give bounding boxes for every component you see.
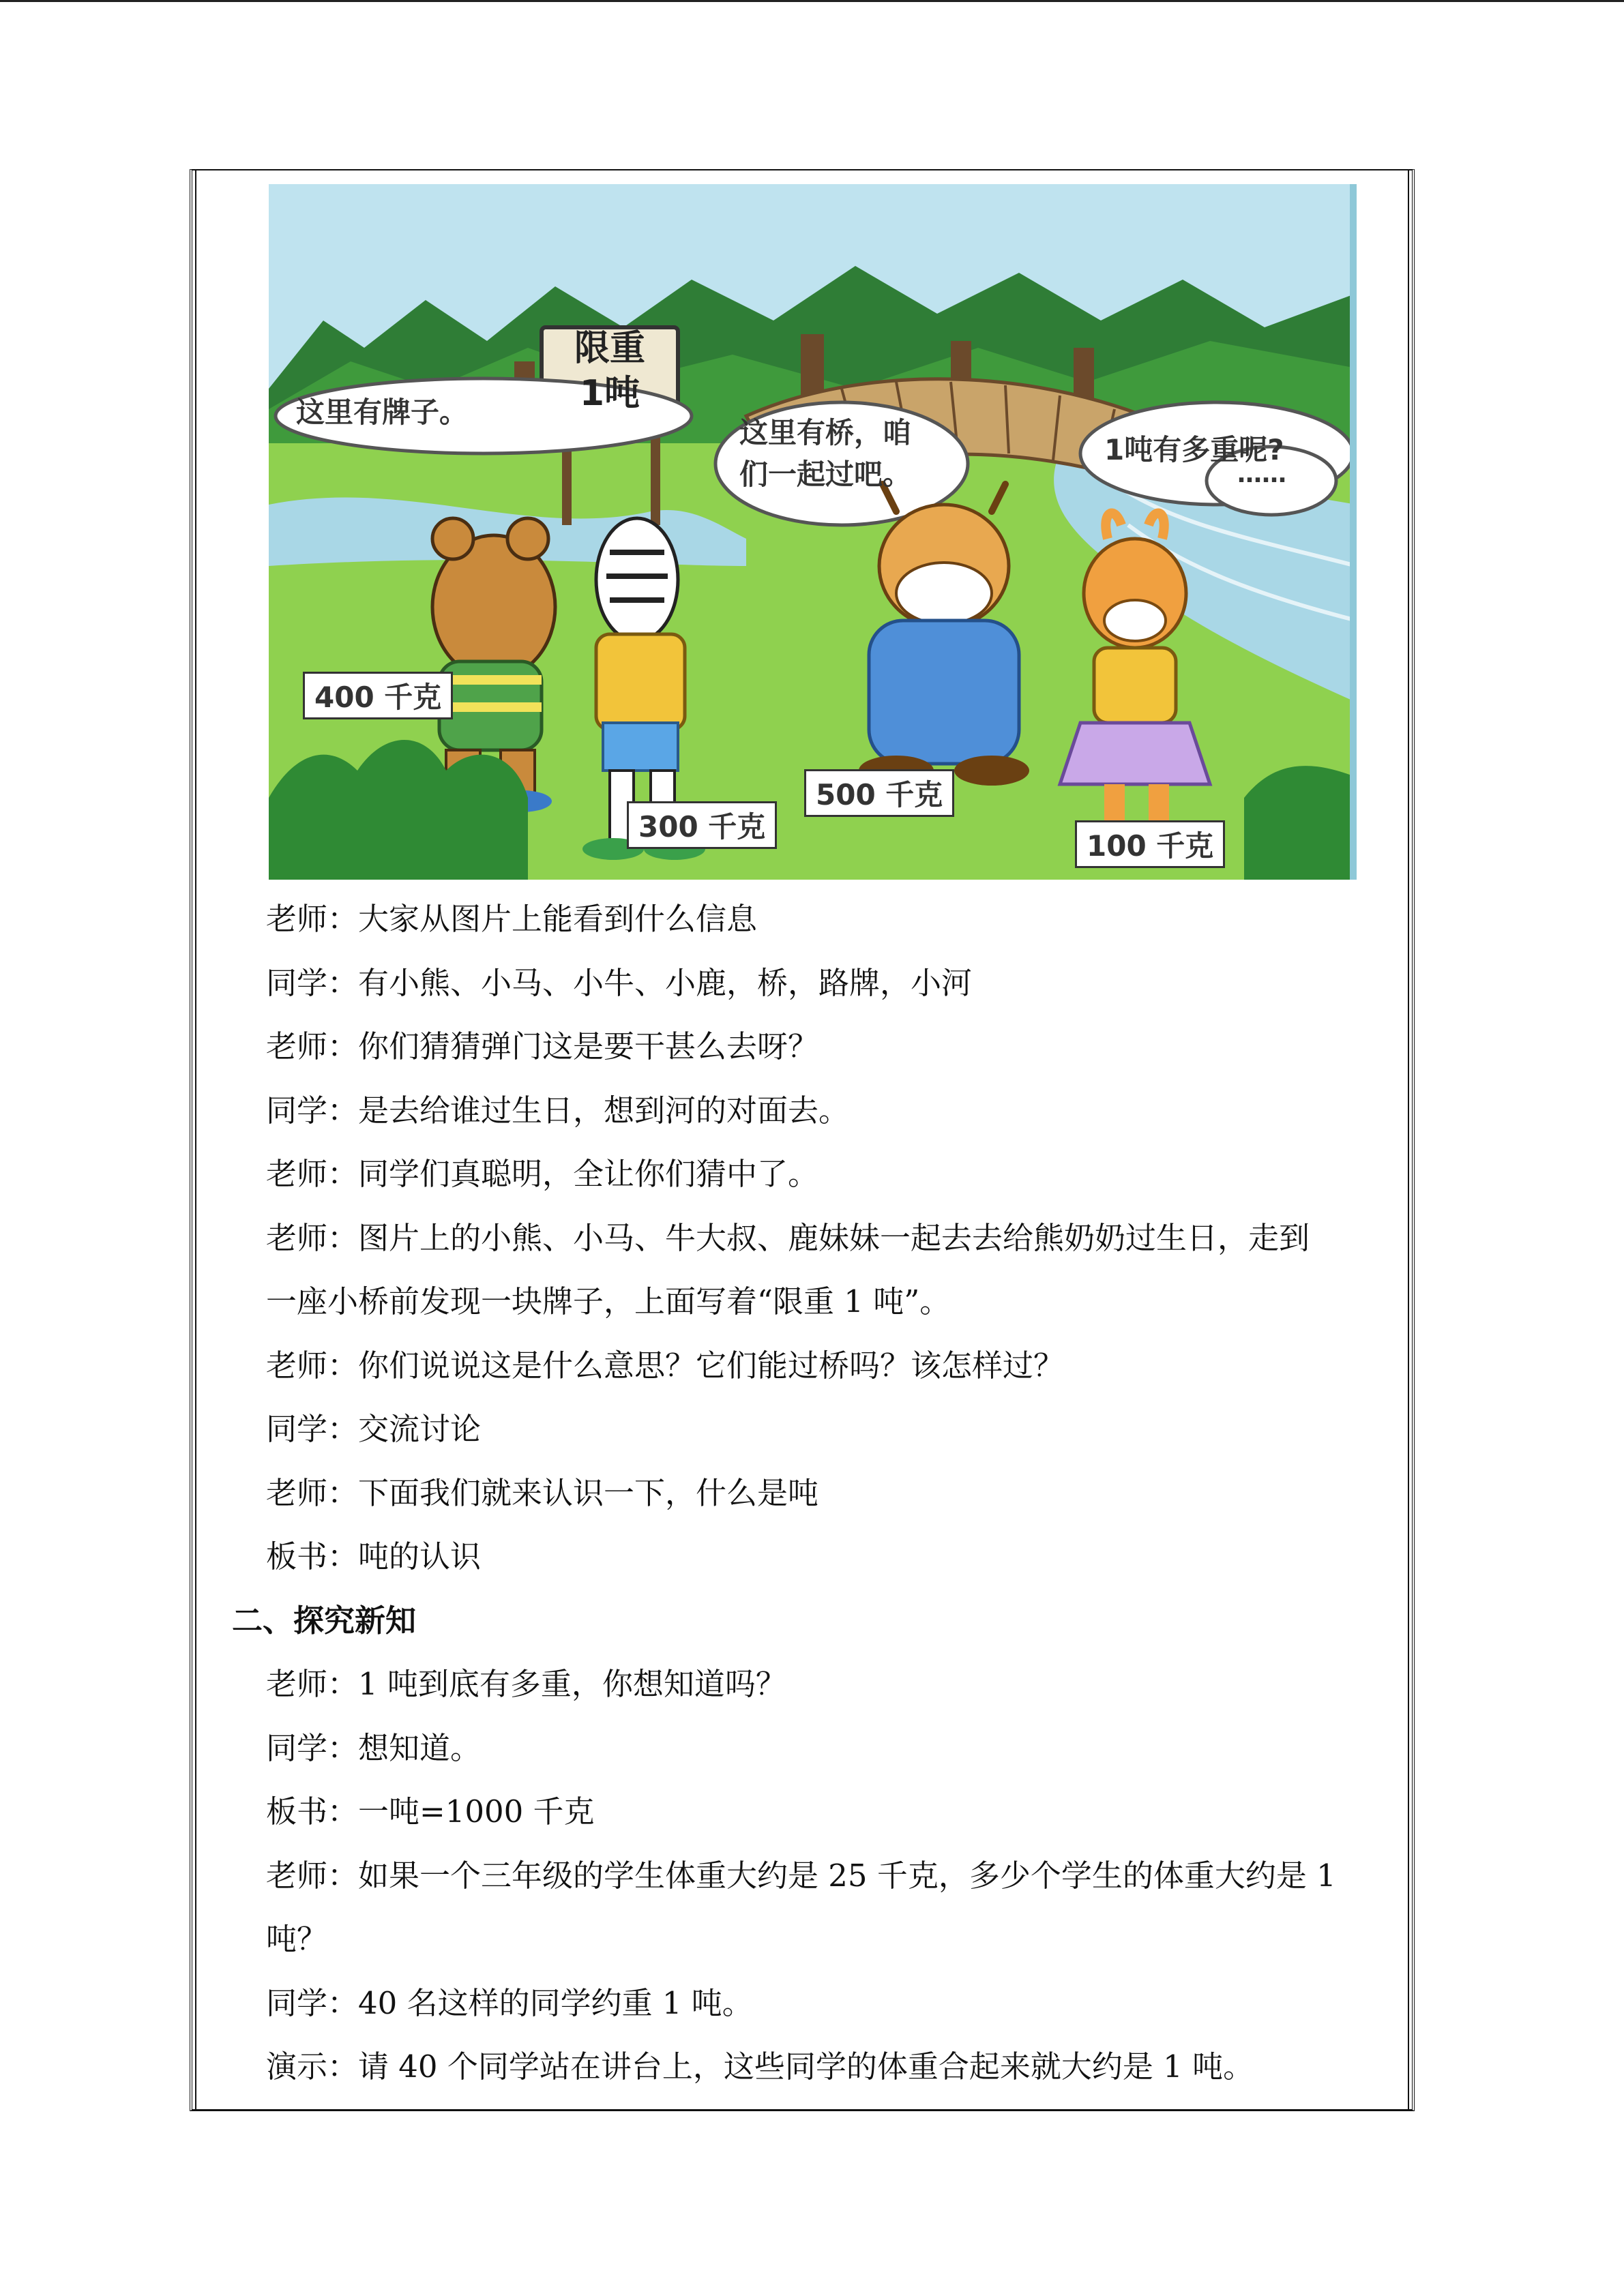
weight-label-cow: 500 千克 [804, 769, 954, 817]
speech-bubble-bear: 这里有牌子。 [296, 396, 469, 429]
board-line: 板书：一吨=1000 千克 [266, 1793, 595, 1830]
teacher-line: 老师：如果一个三年级的学生体重大约是 25 千克，多少个学生的体重大约是 1 [266, 1858, 1336, 1894]
teacher-line: 老师：你们说说这是什么意思？它们能过桥吗？该怎样过？ [266, 1347, 1065, 1384]
board-line: 板书：吨的认识 [266, 1538, 482, 1575]
text-continuation: 一座小桥前发现一块牌子，上面写着“限重 1 吨”。 [266, 1283, 951, 1320]
weight-label-deer: 100 千克 [1075, 820, 1225, 868]
teacher-line: 老师：同学们真聪明，全让你们猜中了。 [266, 1156, 819, 1192]
weight-label-zebra: 300 千克 [627, 801, 777, 849]
top-rule [0, 0, 1624, 2]
student-line: 同学：有小熊、小马、小牛、小鹿，桥，路牌，小河 [266, 965, 973, 1001]
section-heading: 二、探究新知 [232, 1602, 417, 1639]
student-line: 同学：是去给谁过生日，想到河的对面去。 [266, 1092, 850, 1129]
teacher-line: 老师：图片上的小熊、小马、牛大叔、鹿妹妹一起去去给熊奶奶过生日，走到 [266, 1220, 1310, 1256]
sign-text-line1: 限重 [574, 328, 645, 369]
teacher-line: 老师：你们猜猜弹门这是要干甚么去呀？ [266, 1028, 819, 1064]
weight-label-bear: 400 千克 [303, 672, 453, 719]
text-continuation: 吨？ [266, 1921, 328, 1957]
teacher-line: 老师：1 吨到底有多重，你想知道吗？ [266, 1666, 786, 1702]
sign-text-line2: 1吨 [579, 373, 640, 414]
teacher-line: 老师：大家从图片上能看到什么信息 [266, 901, 758, 937]
demo-line: 演示：请 40 个同学站在讲台上，这些同学的体重合起来就大约是 1 吨。 [266, 2048, 1254, 2085]
illustration [269, 184, 1357, 880]
student-line: 同学：交流讨论 [266, 1411, 482, 1447]
teacher-line: 老师：下面我们就来认识一下，什么是吨 [266, 1475, 819, 1511]
speech-bubble-zebra: 这里有桥，咱 们一起过吧。 [739, 416, 912, 491]
student-line: 同学：40 名这样的同学约重 1 吨。 [266, 1985, 753, 2021]
speech-bubble-deer: …… [1237, 460, 1286, 488]
speech-bubble-cow: 1吨有多重呢? [1104, 433, 1284, 466]
student-line: 同学：想知道。 [266, 1730, 482, 1766]
